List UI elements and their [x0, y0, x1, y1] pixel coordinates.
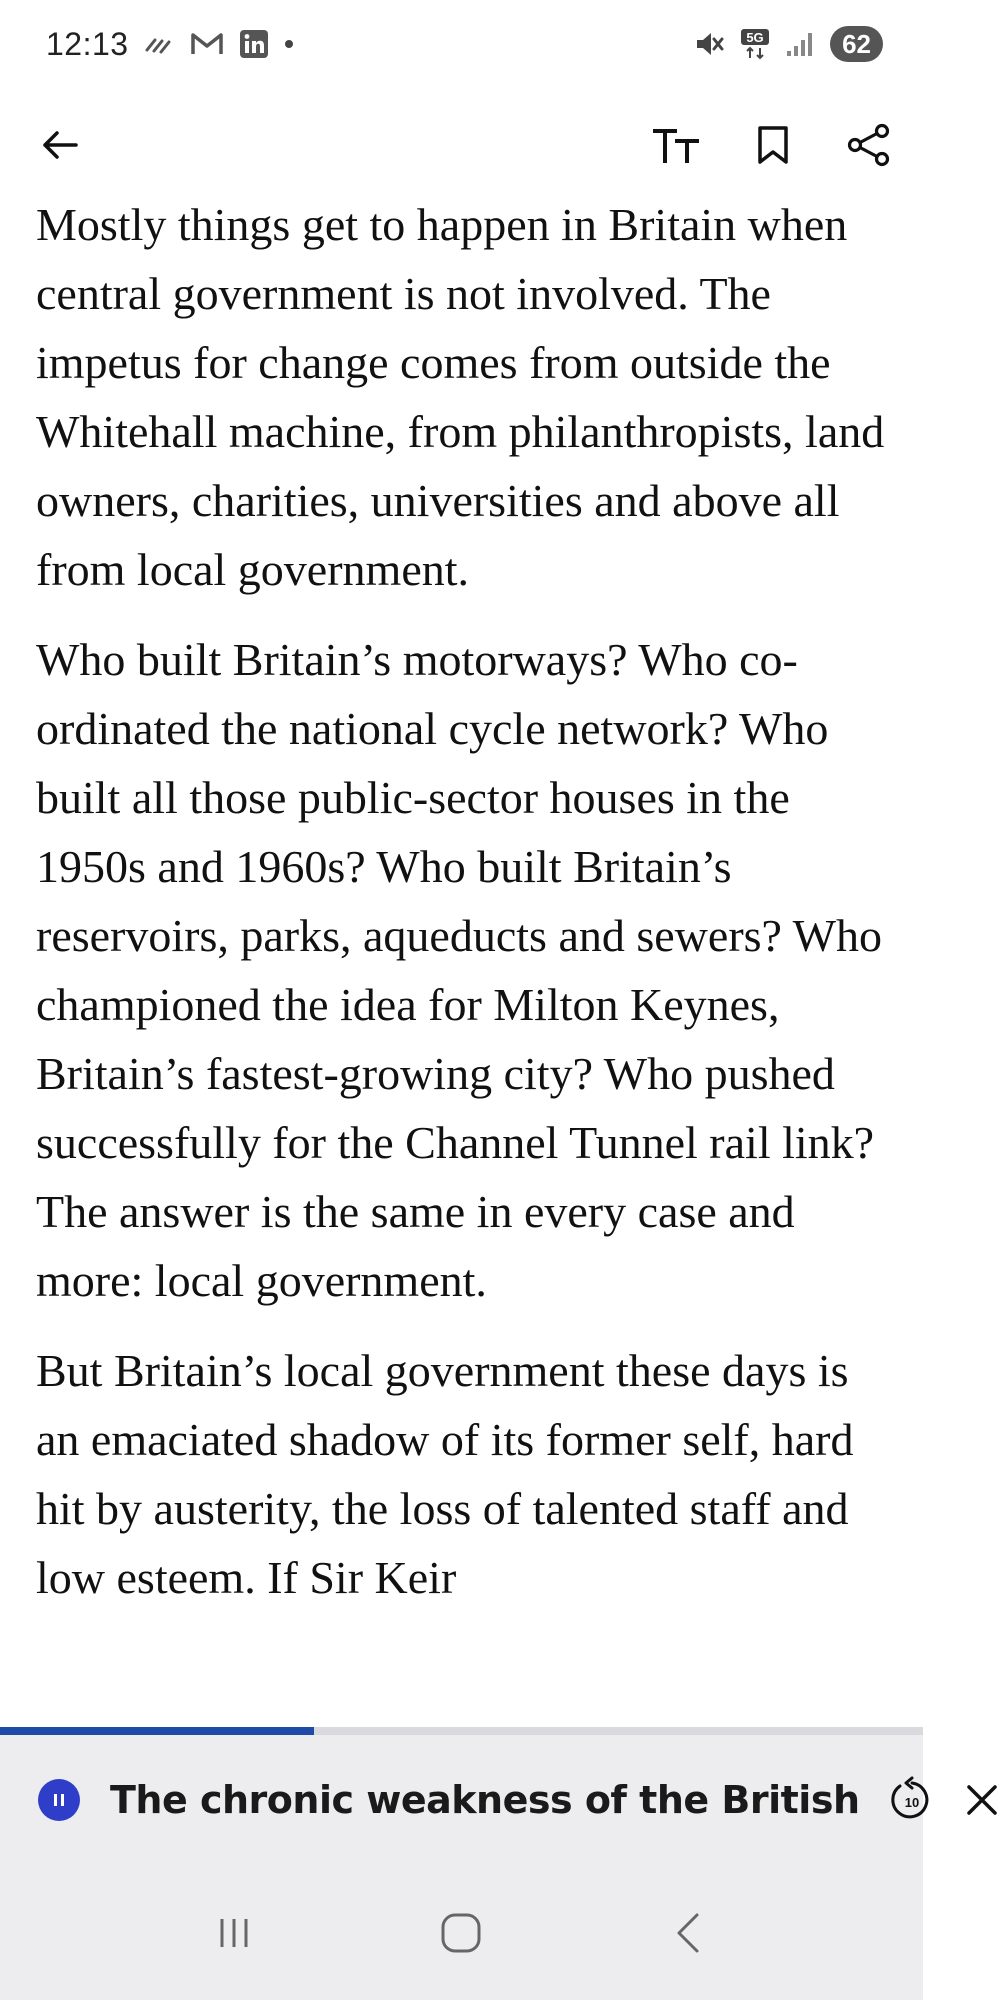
network-label: 5G	[746, 30, 764, 45]
back-button[interactable]	[34, 119, 86, 171]
audio-mini-player	[0, 1735, 923, 1865]
status-time: 12:13	[46, 25, 129, 62]
bookmark-icon	[756, 125, 790, 165]
rewind-10-button[interactable]	[888, 1770, 936, 1830]
5g-icon	[740, 28, 770, 60]
player-title[interactable]: The chronic weakness of the British	[110, 1778, 860, 1822]
audio-progress-fill	[0, 1727, 314, 1735]
audio-progress-bar[interactable]	[0, 1727, 923, 1735]
battery-level: 62	[830, 26, 883, 62]
article-paragraph: But Britain’s local government these days is an emaciated shadow of its former self, hard hit by austerity, the loss of talented staff and low esteem. If Sir Keir	[36, 1345, 854, 1603]
rewind-10-icon	[888, 1776, 936, 1824]
linkedin-icon	[239, 29, 269, 59]
close-icon	[964, 1782, 1000, 1818]
rewind-label: 10	[904, 1795, 919, 1810]
toolbar-actions	[651, 119, 895, 171]
home-button[interactable]	[421, 1893, 501, 1973]
signal-wave-icon	[145, 34, 175, 54]
status-right	[694, 26, 883, 62]
mute-icon	[694, 29, 724, 59]
text-size-icon	[653, 125, 701, 165]
text-size-button[interactable]	[651, 119, 703, 171]
close-player-button[interactable]	[964, 1770, 1000, 1830]
system-navigation-bar	[0, 1865, 923, 2000]
article-body	[36, 190, 896, 1758]
article-paragraph: Who built Britain’s motorways? Who co-ordinated the national cycle network? Who built all those public-sector houses in the 1950s and 1960s? Who built Britain’s reservoirs, parks, aqueducts and sewers? Who championed the idea for Milton Keynes, Britain’s fastest-growing city? Who pushed successfully for the Channel Tunnel rail link? The answer is the same in every case and more: local government.	[36, 634, 883, 1306]
article-toolbar	[0, 100, 923, 190]
home-icon	[439, 1911, 483, 1955]
status-bar	[0, 0, 923, 88]
pause-button[interactable]	[38, 1779, 80, 1821]
arrow-left-icon	[40, 125, 80, 165]
pause-icon	[51, 1792, 67, 1808]
share-icon	[847, 123, 891, 167]
share-button[interactable]	[843, 119, 895, 171]
recents-icon	[214, 1913, 254, 1953]
bookmark-button[interactable]	[747, 119, 799, 171]
recents-button[interactable]	[194, 1893, 274, 1973]
cell-signal-icon	[786, 31, 814, 57]
gmail-icon	[191, 32, 223, 56]
system-back-button[interactable]	[649, 1893, 729, 1973]
notification-dot-icon	[285, 40, 293, 48]
article-paragraph: Mostly things get to happen in Britain when central government is not involved. The impetus for change comes from outside the Whitehall machine, from philanthropists, land owners, charities, universities and above all from local government.	[36, 199, 885, 595]
back-chevron-icon	[669, 1911, 709, 1955]
status-left	[46, 26, 293, 63]
